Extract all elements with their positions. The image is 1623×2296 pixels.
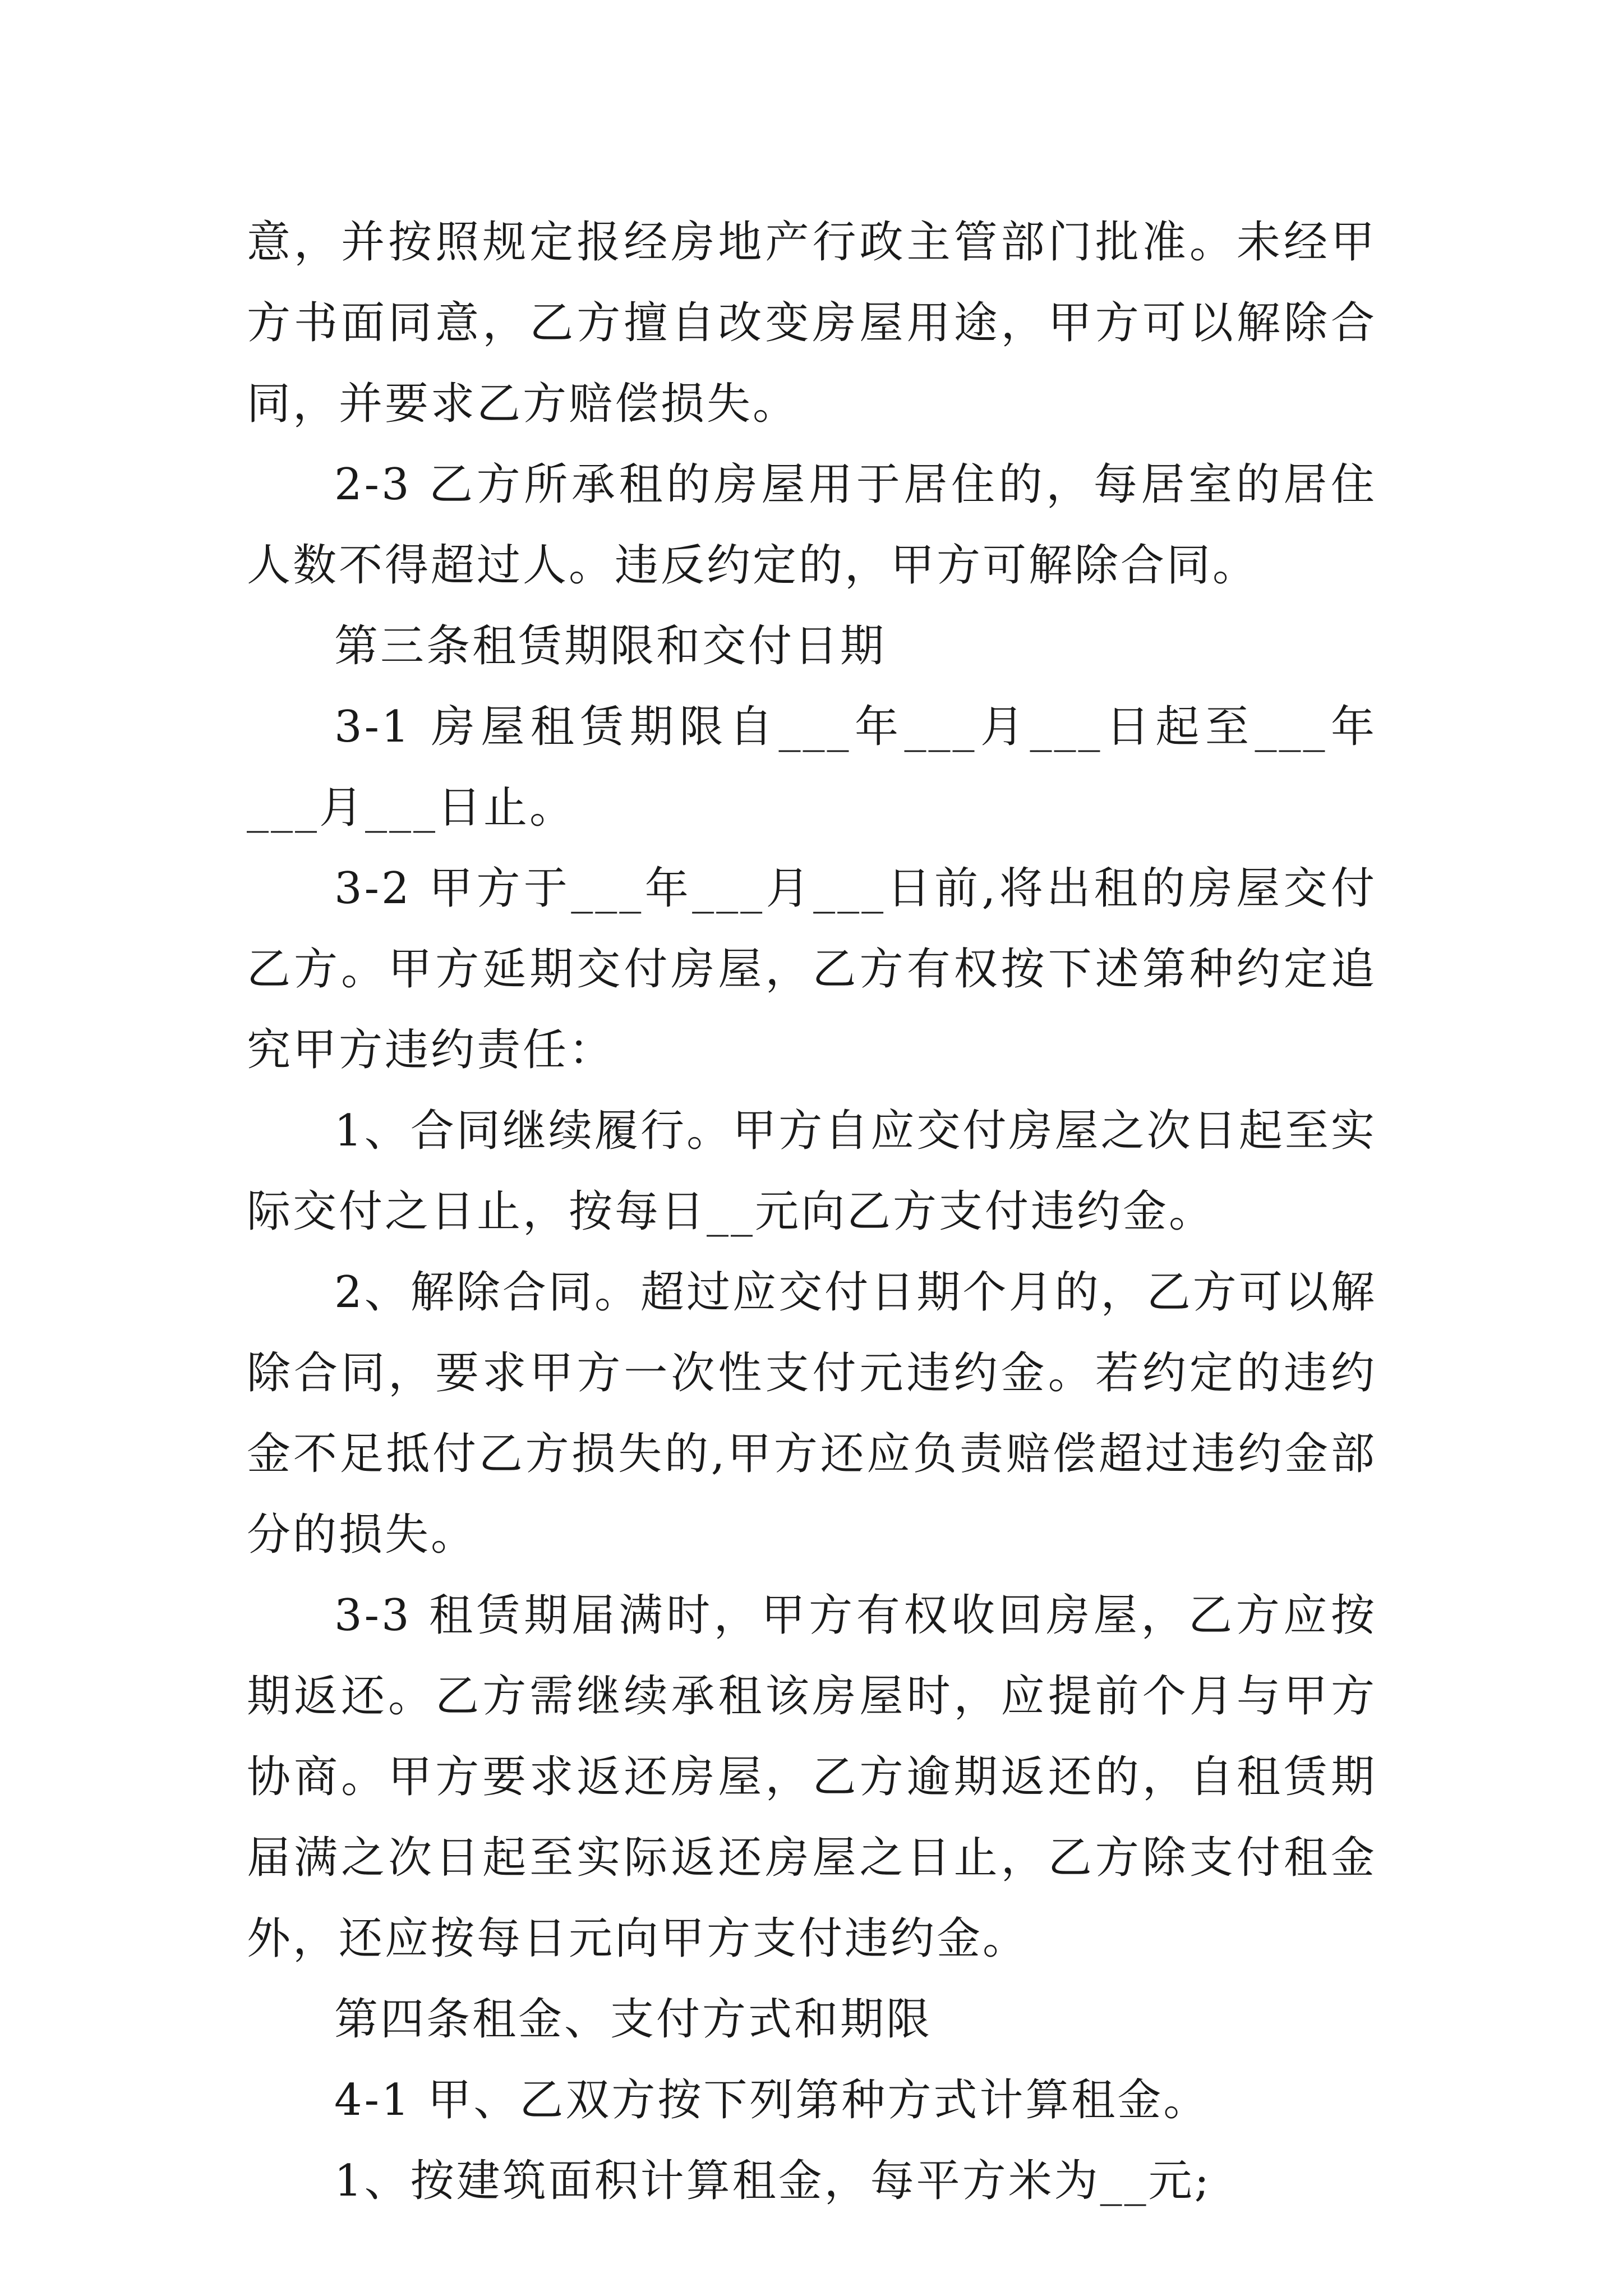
list-item-rent-by-area: 1、按建筑面积计算租金，每平方米为__元; xyxy=(334,2156,1211,2206)
list-item-2: 2、解除合同。超过应交付日期个月的，乙方可以解除合同，要求甲方一次性支付元违约金。若约定的违约金不足抵付乙方损失的,甲方还应负责赔偿超过违约金部分的损失。 xyxy=(247,1267,1377,1560)
paragraph-3-1: 3-1 房屋租赁期限自___年___月___日起至___年___月___日止。 xyxy=(247,702,1377,833)
paragraph-3-2: 3-2 甲方于___年___月___日前,将出租的房屋交付乙方。甲方延期交付房屋，乙方有权按下述第种约定追究甲方违约责任： xyxy=(247,863,1377,1075)
list-item-1: 1、合同继续履行。甲方自应交付房屋之次日起至实际交付之日止，按每日__元向乙方支付违约金。 xyxy=(247,1106,1377,1237)
paragraph-4-1: 4-1 甲、乙双方按下列第种方式计算租金。 xyxy=(334,2075,1210,2125)
paragraph-1: 意，并按照规定报经房地产行政主管部门批准。未经甲方书面同意，乙方擅自改变房屋用途，甲方可以解除合同，并要求乙方赔偿损失。 xyxy=(247,217,1377,429)
paragraph-3-3: 3-3 租赁期届满时，甲方有权收回房屋，乙方应按期返还。乙方需继续承租该房屋时，应提前个月与甲方协商。甲方要求返还房屋，乙方逾期返还的，自租赁期届满之次日起至实际返还房屋之日止，乙方除支付租金外，还应按每日元向甲方支付违约金。 xyxy=(247,1590,1377,1964)
section-heading-article-4: 第四条租金、支付方式和期限 xyxy=(334,1994,933,2045)
section-heading-article-3: 第三条租赁期限和交付日期 xyxy=(334,621,887,671)
document-body xyxy=(247,202,1377,2221)
paragraph-2-3: 2-3 乙方所承租的房屋用于居住的，每居室的居住人数不得超过人。违反约定的，甲方可解除合同。 xyxy=(247,459,1377,591)
